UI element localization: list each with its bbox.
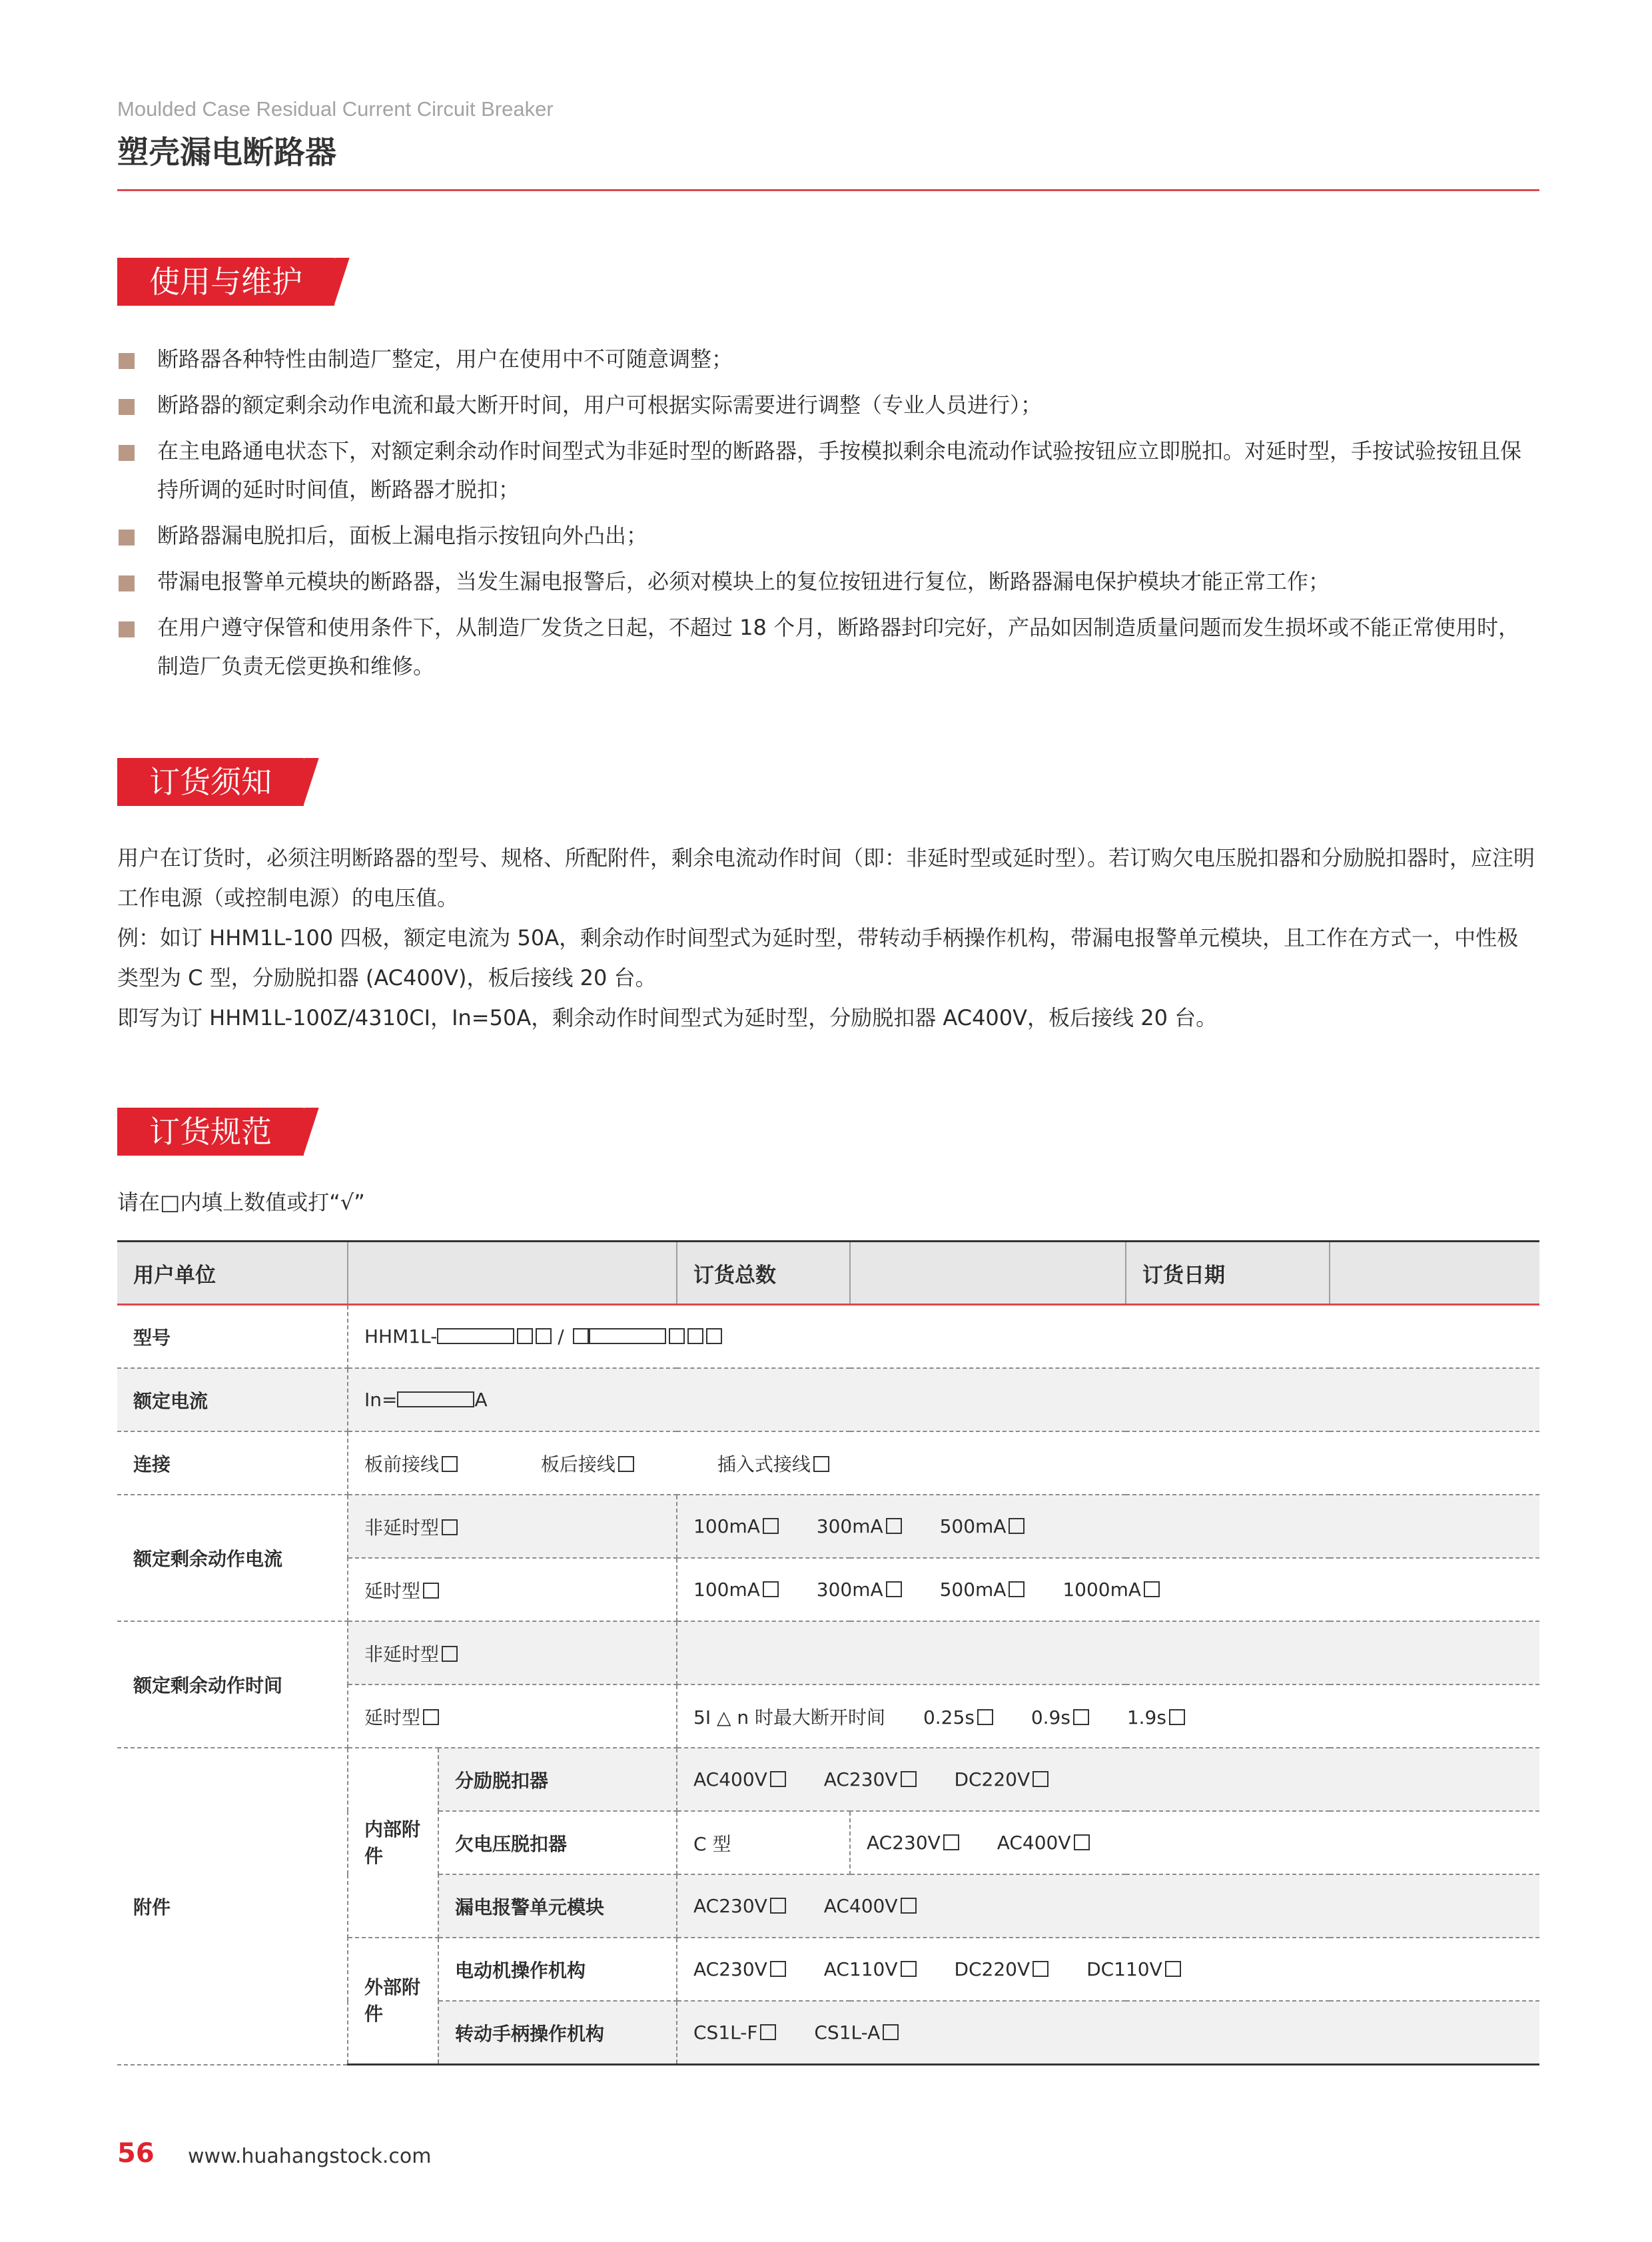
motor-operator-options: AC230V AC110V DC220V DC110V <box>677 1938 1539 2001</box>
list-item: 在用户遵守保管和使用条件下，从制造厂发货之日起，不超过 18 个月，断路器封印完好，产品如因制造质量问题而发生损坏或不能正常使用时，制造厂负责无偿更换和维修。 <box>117 608 1539 685</box>
shunt-release-label: 分励脱扣器 <box>438 1748 677 1811</box>
checkbox[interactable] <box>573 1328 589 1344</box>
section-title-usage: 使用与维护 <box>117 258 334 306</box>
checkbox[interactable] <box>1032 1771 1048 1787</box>
checkbox[interactable] <box>687 1328 703 1344</box>
accessory-label: 附件 <box>117 1748 348 2065</box>
checkbox[interactable] <box>669 1328 685 1344</box>
table-row <box>117 1495 1539 1558</box>
checkbox[interactable] <box>763 1581 779 1597</box>
checkbox[interactable] <box>618 1456 634 1472</box>
section-title-notice: 订货须知 <box>117 758 304 806</box>
table-note: 请在□内填上数值或打“√” <box>117 1190 365 1215</box>
checkbox[interactable] <box>706 1328 722 1344</box>
table-row <box>117 1621 1539 1684</box>
list-item: 带漏电报警单元模块的断路器，当发生漏电报警后，必须对模块上的复位按钮进行复位，断路器漏电保护模块才能正常工作； <box>117 562 1539 601</box>
checkbox[interactable] <box>760 2024 776 2040</box>
rotary-handle-options: CS1L-F CS1L-A <box>677 2001 1539 2065</box>
connection-label: 连接 <box>117 1431 348 1495</box>
checkbox[interactable] <box>770 1961 786 1977</box>
list-item: 断路器的额定剩余动作电流和最大断开时间，用户可根据实际需要进行调整（专业人员进行）； <box>117 386 1539 424</box>
square-bullet-icon <box>119 399 135 415</box>
notice-paragraph-2: 例：如订 HHM1L-100 四极，额定电流为 50A，剩余动作时间型式为延时型，带转动手柄操作机构，带漏电报警单元模块，且工作在方式一，中性极类型为 C 型，分励脱扣器 (AC400V)，板后接线 20 台。 <box>117 925 1519 990</box>
internal-accessory-label: 内部附件 <box>348 1748 438 1938</box>
checkbox[interactable] <box>813 1456 829 1472</box>
website-link[interactable]: www.huahangstock.com <box>188 2145 432 2168</box>
alarm-module-label: 漏电报警单元模块 <box>438 1874 677 1938</box>
header-divider <box>117 189 1539 191</box>
residual-time-delay-options: 5I △ n 时最大断开时间 0.25s 0.9s 1.9s <box>677 1684 1539 1748</box>
model-field: HHM1L- / <box>348 1305 1539 1369</box>
checkbox[interactable] <box>883 2024 899 2040</box>
order-form-table <box>117 1240 1539 2065</box>
square-bullet-icon <box>119 353 135 369</box>
list-item: 在主电路通电状态下，对额定剩余动作时间型式为非延时型的断路器，手按模拟剩余电流动作试验按钮应立即脱扣。对延时型，手按试验按钮且保持所调的延时时间值，断路器才脱扣； <box>117 432 1539 509</box>
checkbox[interactable] <box>442 1646 458 1662</box>
checkbox[interactable] <box>1032 1961 1048 1977</box>
checkbox[interactable] <box>1074 1834 1090 1850</box>
square-bullet-icon <box>119 621 135 637</box>
table-row <box>117 1368 1539 1431</box>
checkbox[interactable] <box>886 1518 902 1534</box>
residual-current-delay: 延时型 <box>348 1558 677 1621</box>
checkbox[interactable] <box>517 1328 533 1344</box>
checkbox[interactable] <box>901 1771 917 1787</box>
residual-current-label: 额定剩余动作电流 <box>117 1495 348 1621</box>
undervoltage-type: C 型 <box>677 1811 850 1874</box>
model-fill-box[interactable] <box>437 1328 514 1344</box>
order-total-label: 订货总数 <box>677 1242 850 1305</box>
checkbox[interactable] <box>886 1581 902 1597</box>
residual-current-nondelay-options: 100mA 300mA 500mA <box>677 1495 1539 1558</box>
model-label: 型号 <box>117 1305 348 1369</box>
checkbox[interactable] <box>901 1961 917 1977</box>
residual-time-nondelay: 非延时型 <box>348 1621 677 1684</box>
square-bullet-icon <box>119 575 135 591</box>
checkbox[interactable] <box>1165 1961 1181 1977</box>
section-title-spec: 订货规范 <box>117 1108 304 1156</box>
alarm-module-options: AC230V AC400V <box>677 1874 1539 1938</box>
residual-current-nondelay: 非延时型 <box>348 1495 677 1558</box>
checkbox[interactable] <box>423 1709 439 1725</box>
checkbox[interactable] <box>770 1771 786 1787</box>
rotary-handle-label: 转动手柄操作机构 <box>438 2001 677 2065</box>
table-row <box>117 1748 1539 1811</box>
square-bullet-icon <box>119 530 135 546</box>
model-fill-box[interactable] <box>589 1328 666 1344</box>
checkbox[interactable] <box>536 1328 552 1344</box>
connection-options: 板前接线 板后接线 插入式接线 <box>348 1431 1539 1495</box>
checkbox[interactable] <box>763 1518 779 1534</box>
checkbox[interactable] <box>943 1834 959 1850</box>
list-item: 断路器漏电脱扣后，面板上漏电指示按钮向外凸出； <box>117 516 1539 555</box>
order-total-field[interactable] <box>850 1242 1126 1305</box>
undervoltage-options: AC230V AC400V <box>850 1811 1539 1874</box>
checkbox[interactable] <box>442 1519 458 1535</box>
header-chinese-title: 塑壳漏电断路器 <box>117 135 336 171</box>
residual-time-label: 额定剩余动作时间 <box>117 1621 348 1748</box>
checkbox[interactable] <box>442 1456 458 1472</box>
page-number: 56 <box>117 2138 155 2169</box>
user-unit-field[interactable] <box>348 1242 677 1305</box>
order-date-label: 订货日期 <box>1126 1242 1330 1305</box>
checkbox[interactable] <box>977 1709 993 1725</box>
motor-operator-label: 电动机操作机构 <box>438 1938 677 2001</box>
notice-paragraph-1: 用户在订货时，必须注明断路器的型号、规格、所配附件，剩余电流动作时间（即：非延时型或延时型）。若订购欠电压脱扣器和分励脱扣器时，应注明工作电源（或控制电源）的电压值。 <box>117 845 1535 911</box>
header-english-title: Moulded Case Residual Current Circuit Breaker <box>117 97 554 121</box>
checkbox[interactable] <box>1073 1709 1089 1725</box>
checkbox[interactable] <box>1009 1581 1025 1597</box>
checkbox[interactable] <box>1144 1581 1160 1597</box>
table-row <box>117 1305 1539 1369</box>
residual-time-nondelay-options <box>677 1621 1539 1684</box>
square-bullet-icon <box>119 445 135 461</box>
current-fill-box[interactable] <box>397 1391 474 1407</box>
notice-paragraph-3: 即写为订 HHM1L-100Z/4310CI，In=50A，剩余动作时间型式为延时型，分励脱扣器 AC400V，板后接线 20 台。 <box>117 1005 1218 1030</box>
usage-list <box>117 340 1539 693</box>
residual-time-delay: 延时型 <box>348 1684 677 1748</box>
checkbox[interactable] <box>901 1898 917 1914</box>
checkbox[interactable] <box>1009 1518 1025 1534</box>
order-date-field[interactable] <box>1330 1242 1539 1305</box>
shunt-release-options: AC400V AC230V DC220V <box>677 1748 1539 1811</box>
checkbox[interactable] <box>423 1583 439 1599</box>
undervoltage-release-label: 欠电压脱扣器 <box>438 1811 677 1874</box>
residual-current-delay-options: 100mA 300mA 500mA 1000mA <box>677 1558 1539 1621</box>
list-item: 断路器各种特性由制造厂整定，用户在使用中不可随意调整； <box>117 340 1539 378</box>
table-row <box>117 1242 1539 1305</box>
rated-current-label: 额定电流 <box>117 1368 348 1431</box>
checkbox[interactable] <box>770 1898 786 1914</box>
external-accessory-label: 外部附件 <box>348 1938 438 2065</box>
table-row <box>117 1431 1539 1495</box>
rated-current-field: In= A <box>348 1368 1539 1431</box>
user-unit-label: 用户单位 <box>117 1242 348 1305</box>
checkbox[interactable] <box>1169 1709 1185 1725</box>
